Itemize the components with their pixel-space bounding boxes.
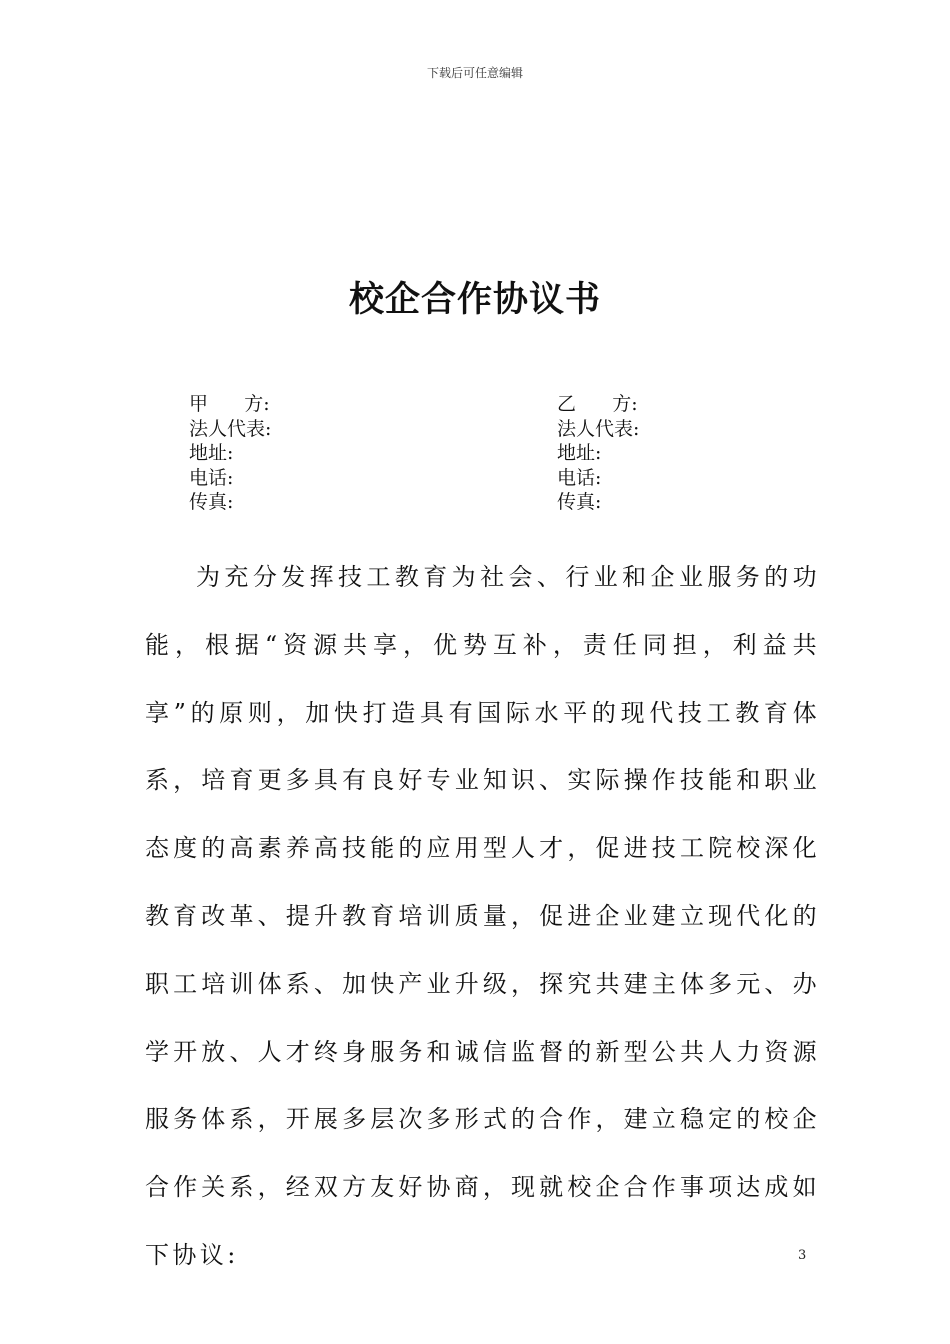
party-a-fax-label: 传真: xyxy=(189,491,234,513)
party-b-side-label: 乙 方: xyxy=(557,393,638,415)
party-b-block xyxy=(557,392,639,515)
party-a-side-label: 甲 方: xyxy=(189,393,270,415)
page-header-note: 下载后可任意编辑 xyxy=(426,66,523,80)
page-number: 3 xyxy=(798,1248,807,1263)
party-b-address-label: 地址: xyxy=(557,442,602,464)
party-a-block xyxy=(189,392,271,515)
document-title: 校企合作协议书 xyxy=(348,280,601,320)
party-a-legal-rep-label: 法人代表: xyxy=(189,417,272,440)
party-b-phone-label: 电话: xyxy=(557,466,602,489)
party-a-address-label: 地址: xyxy=(189,442,234,464)
party-a-phone-label: 电话: xyxy=(189,466,234,489)
party-b-legal-rep-label: 法人代表: xyxy=(557,417,640,440)
party-b-fax-label: 传真: xyxy=(557,491,602,513)
agreement-preamble-paragraph: 为充分发挥技工教育为社会、行业和企业服务的功能，根据“资源共享，优势互补，责任同担，利益共享”的原则，加快打造具有国际水平的现代技工教育体系，培育更多具有良好专业知识、实际操作技能和职业态度的高素养高技能的应用型人才，促进技工院校深化教育改革、提升教育培训质量，促进企业建立现代化的职工培训体系、加快产业升级，探究共建主体多元、办学开放、人才终身服务和诚信监督的新型公共人力资源服务体系，开展多层次多形式的合作，建立稳定的校企合作关系，经双方友好协商，现就校企合作事项达成如下协议: xyxy=(145,563,820,1269)
